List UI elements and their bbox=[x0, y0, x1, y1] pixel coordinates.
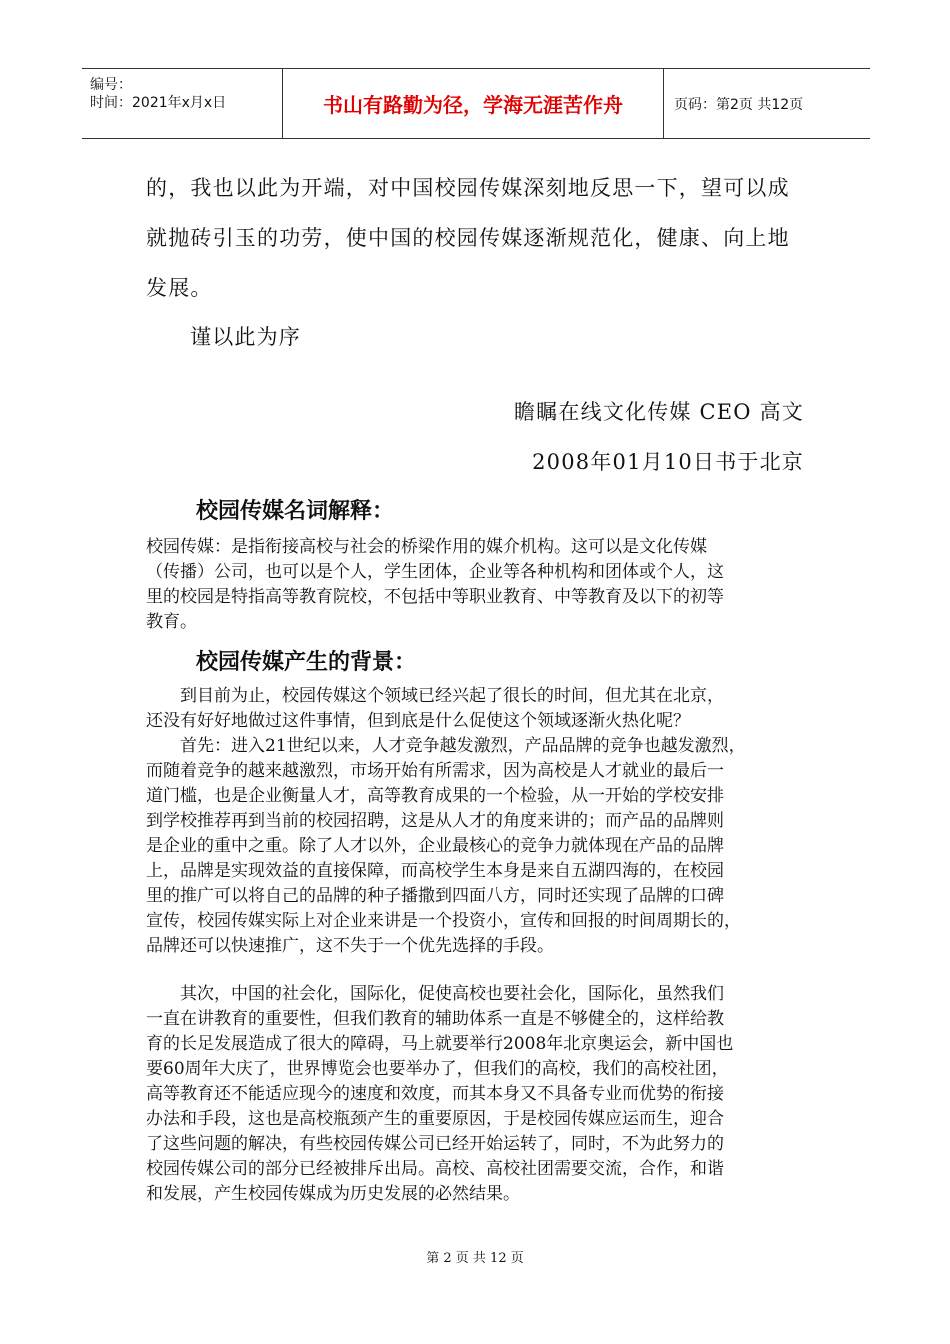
background-paragraph-3 bbox=[146, 982, 826, 1207]
text-line: 教育。 bbox=[146, 612, 197, 632]
text-line: 要60周年大庆了，世界博览会也要举办了，但我们的高校，我们的高校社团， bbox=[146, 1059, 729, 1079]
preface-line-3: 发展。 bbox=[146, 276, 213, 300]
preface-closing: 谨以此为序 bbox=[190, 325, 301, 349]
text-line: 了这些问题的解决，有些校园传媒公司已经开始运转了，同时，不为此努力的 bbox=[146, 1134, 724, 1154]
time-label: 时间：2021年x月x日 bbox=[90, 95, 227, 111]
text-line: 首先：进入21世纪以来，人才竞争越发激烈，产品品牌的竞争也越发激烈， bbox=[146, 736, 746, 756]
header-meta-cell bbox=[82, 69, 283, 138]
text-line: 校园传媒公司的部分已经被排斥出局。高校、高校社团需要交流，合作，和谐 bbox=[146, 1159, 724, 1179]
text-line: 上，品牌是实现效益的直接保障，而高校学生本身是来自五湖四海的，在校园 bbox=[146, 861, 724, 881]
text-line: 办法和手段，这也是高校瓶颈产生的重要原因，于是校园传媒应运而生，迎合 bbox=[146, 1109, 724, 1129]
preface-date: 2008年01月10日书于北京 bbox=[532, 450, 804, 474]
section-heading-background: 校园传媒产生的背景： bbox=[196, 650, 417, 675]
text-line: 里的校园是特指高等教育院校，不包括中等职业教育、中等教育及以下的初等 bbox=[146, 587, 724, 607]
text-line: 是企业的重中之重。除了人才以外，企业最核心的竞争力就体现在产品的品牌 bbox=[146, 836, 724, 856]
text-line: 还没有好好地做过这件事情，但到底是什么促使这个领域逐渐火热化呢？ bbox=[146, 711, 690, 731]
text-line: 到学校推荐再到当前的校园招聘，这是从人才的角度来讲的；而产品的品牌则 bbox=[146, 811, 724, 831]
text-line: 里的推广可以将自己的品牌的种子播撒到四面八方，同时还实现了品牌的口碑 bbox=[146, 886, 724, 906]
section-heading-definition: 校园传媒名词解释： bbox=[196, 499, 395, 524]
text-line: 育的长足发展造成了很大的障碍，马上就要举行2008年北京奥运会，新中国也 bbox=[146, 1034, 734, 1054]
preface-line-2: 就抛砖引玉的功劳，使中国的校园传媒逐渐规范化，健康、向上地 bbox=[146, 226, 790, 250]
text-line: 一直在讲教育的重要性，但我们教育的辅助体系一直是不够健全的，这样给教 bbox=[146, 1009, 724, 1029]
text-line: （传播）公司，也可以是个人，学生团体，企业等各种机构和团体或个人，这 bbox=[146, 562, 724, 582]
text-line: 品牌还可以快速推广，这不失于一个优先选择的手段。 bbox=[146, 936, 554, 956]
preface-signature: 瞻瞩在线文化传媒 CEO 高文 bbox=[514, 400, 804, 424]
number-label: 编号： bbox=[90, 77, 132, 93]
header-page-info: 页码：第2页 共12页 bbox=[674, 97, 804, 113]
text-line: 和发展，产生校园传媒成为历史发展的必然结果。 bbox=[146, 1184, 520, 1204]
text-line: 道门槛，也是企业衡量人才，高等教育成果的一个检验，从一开始的学校安排 bbox=[146, 786, 724, 806]
page-header bbox=[82, 68, 870, 139]
definition-paragraph bbox=[146, 535, 826, 635]
background-paragraph-1 bbox=[146, 684, 826, 734]
header-motto: 书山有路勤为径，学海无涯苦作舟 bbox=[283, 69, 664, 138]
text-line: 其次，中国的社会化，国际化，促使高校也要社会化，国际化，虽然我们 bbox=[146, 984, 724, 1004]
preface-line-1: 的，我也以此为开端，对中国校园传媒深刻地反思一下，望可以成 bbox=[146, 176, 790, 200]
background-paragraph-2 bbox=[146, 734, 826, 959]
text-line: 高等教育还不能适应现今的速度和效度，而其本身又不具备专业而优势的衔接 bbox=[146, 1084, 724, 1104]
page-footer: 第 2 页 共 12 页 bbox=[426, 1251, 524, 1266]
text-line: 到目前为止，校园传媒这个领域已经兴起了很长的时间，但尤其在北京， bbox=[146, 686, 724, 706]
text-line: 校园传媒：是指衔接高校与社会的桥梁作用的媒介机构。这可以是文化传媒 bbox=[146, 537, 707, 557]
text-line: 宣传，校园传媒实际上对企业来讲是一个投资小，宣传和回报的时间周期长的， bbox=[146, 911, 741, 931]
text-line: 而随着竞争的越来越激烈，市场开始有所需求，因为高校是人才就业的最后一 bbox=[146, 761, 724, 781]
